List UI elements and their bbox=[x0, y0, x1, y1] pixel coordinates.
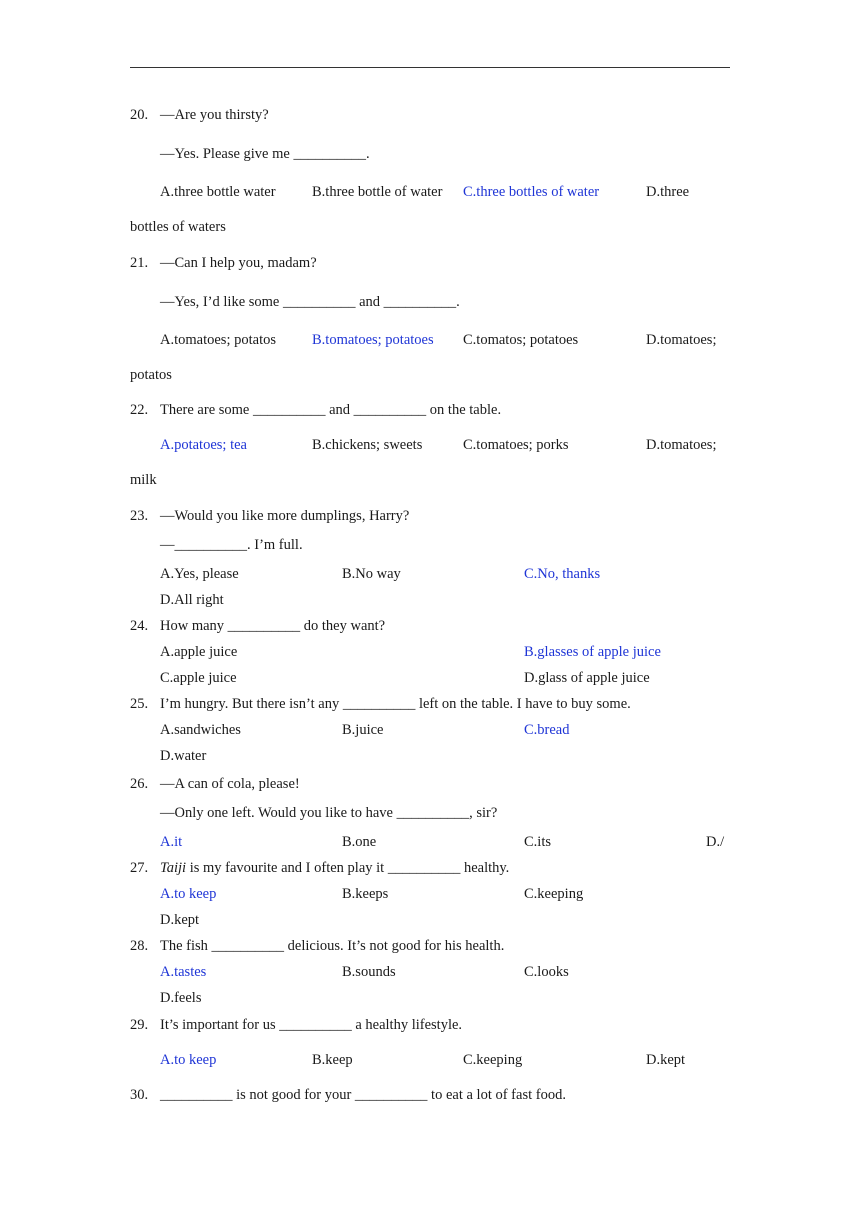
question-text: —Are you thirsty? bbox=[160, 107, 269, 123]
option-d: D.tomatoes; bbox=[646, 332, 717, 348]
question-text: It’s important for us __________ a healthy lifestyle. bbox=[160, 1017, 463, 1033]
option-c: C.keeping bbox=[524, 886, 584, 902]
option-a: A.sandwiches bbox=[160, 722, 241, 738]
question-number: 21. bbox=[130, 255, 149, 271]
question-number: 22. bbox=[130, 402, 149, 418]
option-d: D.All right bbox=[160, 592, 224, 608]
option-c: C.tomatoes; porks bbox=[463, 437, 569, 453]
option-a-correct: A.it bbox=[160, 834, 183, 850]
question-number: 20. bbox=[130, 107, 149, 123]
option-d: D.three bbox=[646, 184, 690, 200]
question-text: —Yes. Please give me __________. bbox=[160, 146, 370, 162]
option-b: B.chickens; sweets bbox=[312, 437, 423, 453]
option-b: B.sounds bbox=[342, 964, 396, 980]
question-text: —Only one left. Would you like to have __________, sir? bbox=[160, 805, 498, 821]
option-a-correct: A.potatoes; tea bbox=[160, 437, 247, 453]
question-text: —Can I help you, madam? bbox=[160, 255, 317, 271]
option-d: D.kept bbox=[160, 912, 200, 928]
option-b: B.three bottle of water bbox=[312, 184, 443, 200]
option-d: D.tomatoes; bbox=[646, 437, 717, 453]
question-number: 26. bbox=[130, 776, 149, 792]
question-text: __________ is not good for your __________ to eat a lot of fast food. bbox=[160, 1087, 566, 1103]
option-a-correct: A.to keep bbox=[160, 1052, 217, 1068]
option-a-correct: A.to keep bbox=[160, 886, 217, 902]
option-c: C.looks bbox=[524, 964, 569, 980]
question-text: —__________. I’m full. bbox=[160, 537, 303, 553]
option-d: D.glass of apple juice bbox=[524, 670, 650, 686]
question-text: —Would you like more dumplings, Harry? bbox=[160, 508, 410, 524]
option-c: C.keeping bbox=[463, 1052, 523, 1068]
question-text: How many __________ do they want? bbox=[160, 618, 386, 634]
question-number: 27. bbox=[130, 860, 149, 876]
question-text: There are some __________ and __________ on the table. bbox=[160, 402, 502, 418]
question-text bbox=[160, 859, 509, 877]
option-a: A.three bottle water bbox=[160, 184, 276, 200]
option-b: B.No way bbox=[342, 566, 401, 582]
option-b: B.juice bbox=[342, 722, 384, 738]
question-number: 29. bbox=[130, 1017, 149, 1033]
option-d-continued: milk bbox=[130, 472, 157, 488]
option-b: B.keeps bbox=[342, 886, 389, 902]
question-text: The fish __________ delicious. It’s not good for his health. bbox=[160, 938, 505, 954]
option-d: D./ bbox=[706, 834, 725, 850]
option-c: C.tomatos; potatoes bbox=[463, 332, 579, 348]
question-text: —Yes, I’d like some __________ and __________. bbox=[160, 294, 460, 310]
option-b: B.one bbox=[342, 834, 377, 850]
question-number: 28. bbox=[130, 938, 149, 954]
option-c-correct: C.bread bbox=[524, 722, 570, 738]
question-text: —A can of cola, please! bbox=[160, 776, 300, 792]
question-number: 30. bbox=[130, 1087, 149, 1103]
question-text-rest: is my favourite and I often play it __________ healthy. bbox=[186, 860, 510, 876]
option-a: A.tomatoes; potatos bbox=[160, 332, 276, 348]
option-b-correct: B.glasses of apple juice bbox=[524, 644, 661, 660]
header-rule bbox=[130, 67, 730, 68]
question-text: I’m hungry. But there isn’t any __________ left on the table. I have to buy some. bbox=[160, 696, 631, 712]
option-d-continued: bottles of waters bbox=[130, 219, 226, 235]
question-number: 24. bbox=[130, 618, 149, 634]
option-c: C.apple juice bbox=[160, 670, 237, 686]
option-c: C.its bbox=[524, 834, 551, 850]
option-c-correct: C.three bottles of water bbox=[463, 184, 600, 200]
option-d: D.feels bbox=[160, 990, 202, 1006]
option-d: D.kept bbox=[646, 1052, 686, 1068]
option-d-continued: potatos bbox=[130, 367, 172, 383]
option-a: A.apple juice bbox=[160, 644, 238, 660]
option-d: D.water bbox=[160, 748, 207, 764]
option-b: B.keep bbox=[312, 1052, 353, 1068]
question-number: 23. bbox=[130, 508, 149, 524]
option-a-correct: A.tastes bbox=[160, 964, 207, 980]
option-c-correct: C.No, thanks bbox=[524, 566, 601, 582]
option-a: A.Yes, please bbox=[160, 566, 239, 582]
italic-term: Taiji bbox=[160, 860, 187, 876]
option-b-correct: B.tomatoes; potatoes bbox=[312, 332, 434, 348]
question-number: 25. bbox=[130, 696, 149, 712]
